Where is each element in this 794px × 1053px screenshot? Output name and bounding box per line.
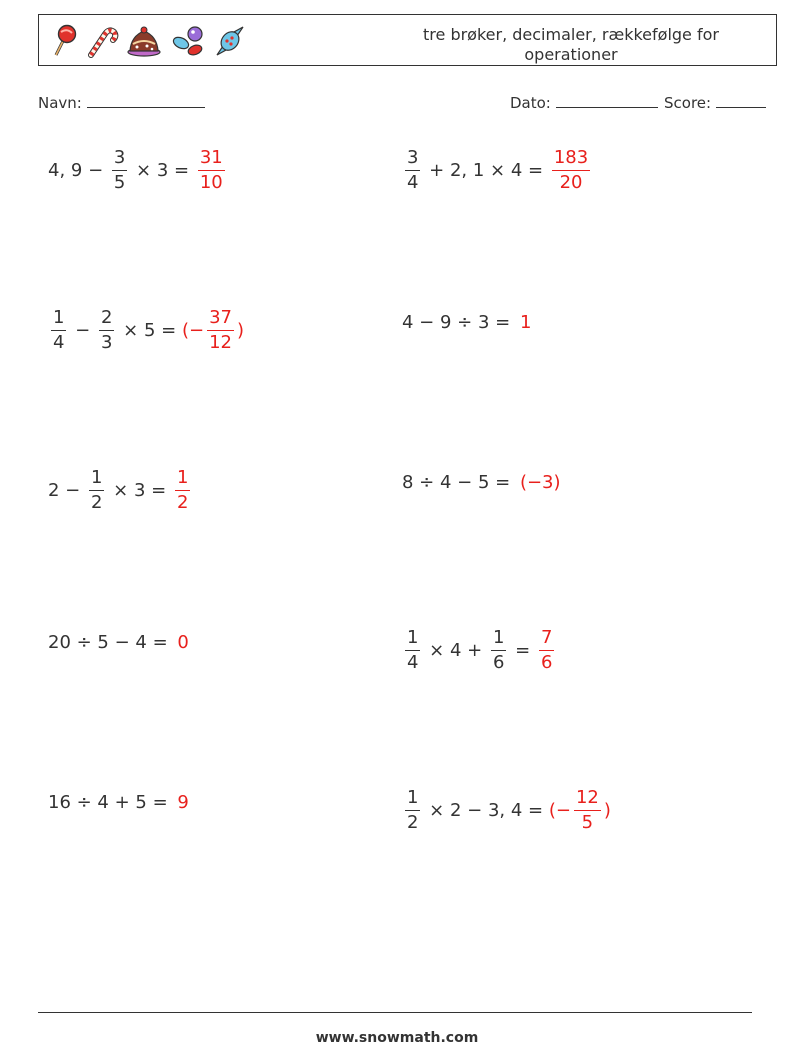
icon-row [47,22,247,60]
fraction [112,146,127,193]
answer [536,626,557,673]
numerator: 12 [575,786,599,808]
answer: 0 [177,631,189,653]
numerator: 1 [90,466,103,488]
denominator: 6 [540,651,553,673]
numerator: 7 [540,626,553,648]
bonbons-icon [169,24,207,58]
denominator: 20 [552,170,590,192]
expression-text: × 3 = [130,159,195,181]
denominator: 4 [407,651,419,673]
name-field [38,93,205,112]
problem-8 [402,615,557,685]
expression-text: × 5 = [117,319,182,341]
answer-fraction [198,146,225,193]
denominator: 5 [574,810,601,832]
score-line [716,93,766,108]
numerator: 1 [407,626,419,648]
answer [195,146,228,193]
worksheet-title: tre brøker, decimaler, rækkefølge for operationer [423,25,719,64]
numerator: 31 [199,146,223,168]
expression-text: × 4 + [423,639,488,661]
denominator: 10 [199,171,223,193]
denominator: 4 [53,331,65,353]
answer-fraction [539,626,554,673]
denominator: 3 [100,331,113,353]
date-line [556,93,658,108]
problem-5 [48,455,193,525]
fraction [405,786,420,833]
worksheet-header [38,14,777,66]
name-line [87,93,205,108]
fraction [491,626,506,673]
expression-text: 2 − [48,479,86,501]
answer-open-paren: (− [548,799,571,821]
score-label: Score: [664,94,712,112]
cake-icon [125,24,163,58]
expression-text: 20 ÷ 5 − 4 = [48,631,174,653]
denominator: 12 [209,331,232,353]
numerator: 37 [209,306,232,328]
expression-text: 16 ÷ 4 + 5 = [48,791,174,813]
answer-open-paren: (− [181,319,205,341]
expression-text: × 2 − 3, 4 = [423,799,549,821]
name-label: Navn: [38,94,82,112]
expression-text: 4, 9 − [48,159,109,181]
denominator: 2 [407,811,419,833]
score-field [664,93,766,112]
expression-text: − [69,319,96,341]
date-label: Dato: [510,94,551,112]
problem-3 [48,295,244,365]
candy-cane-icon [83,24,119,58]
denominator: 2 [176,491,189,513]
denominator: 5 [113,171,126,193]
denominator: 2 [90,491,103,513]
footer-url[interactable]: www.snowmath.com [315,1030,479,1046]
problem-9 [48,767,189,837]
problem-2 [402,135,593,205]
numerator: 183 [553,146,589,168]
numerator: 1 [492,626,505,648]
fraction [51,306,66,353]
answer-close-paren: ) [603,799,611,821]
numerator: 1 [407,786,419,808]
problem-10 [402,775,611,845]
answer-fraction [175,466,190,513]
denominator: 4 [407,171,419,193]
fraction [405,626,420,673]
answer-fraction [207,306,234,353]
answer [181,306,244,353]
answer [172,466,193,513]
expression-text: 8 ÷ 4 − 5 = [402,471,516,493]
numerator: 3 [113,146,126,168]
answer: (−3) [519,471,561,493]
wrapped-candy-icon [213,24,247,58]
lollipop-icon [47,24,77,58]
answer: 9 [177,791,189,813]
date-field [510,93,658,112]
problem-7 [48,607,189,677]
answer [549,146,593,193]
denominator: 6 [492,651,505,673]
expression-text: + 2, 1 × 4 = [423,159,549,181]
numerator: 1 [53,306,65,328]
expression-text: 4 − 9 ÷ 3 = [402,311,516,333]
answer: 1 [519,311,532,333]
fraction [89,466,104,513]
expression-text: = [509,639,536,661]
problem-6 [402,447,561,517]
numerator: 1 [176,466,189,488]
answer-close-paren: ) [236,319,244,341]
answer [548,786,611,833]
problem-1 [48,135,228,205]
answer-fraction [552,146,590,193]
expression-text: × 3 = [107,479,172,501]
problem-4 [402,287,531,357]
answer-fraction [574,786,601,833]
fraction [405,146,420,193]
numerator: 3 [407,146,419,168]
fraction [99,306,114,353]
numerator: 2 [100,306,113,328]
footer-divider [38,1012,752,1013]
